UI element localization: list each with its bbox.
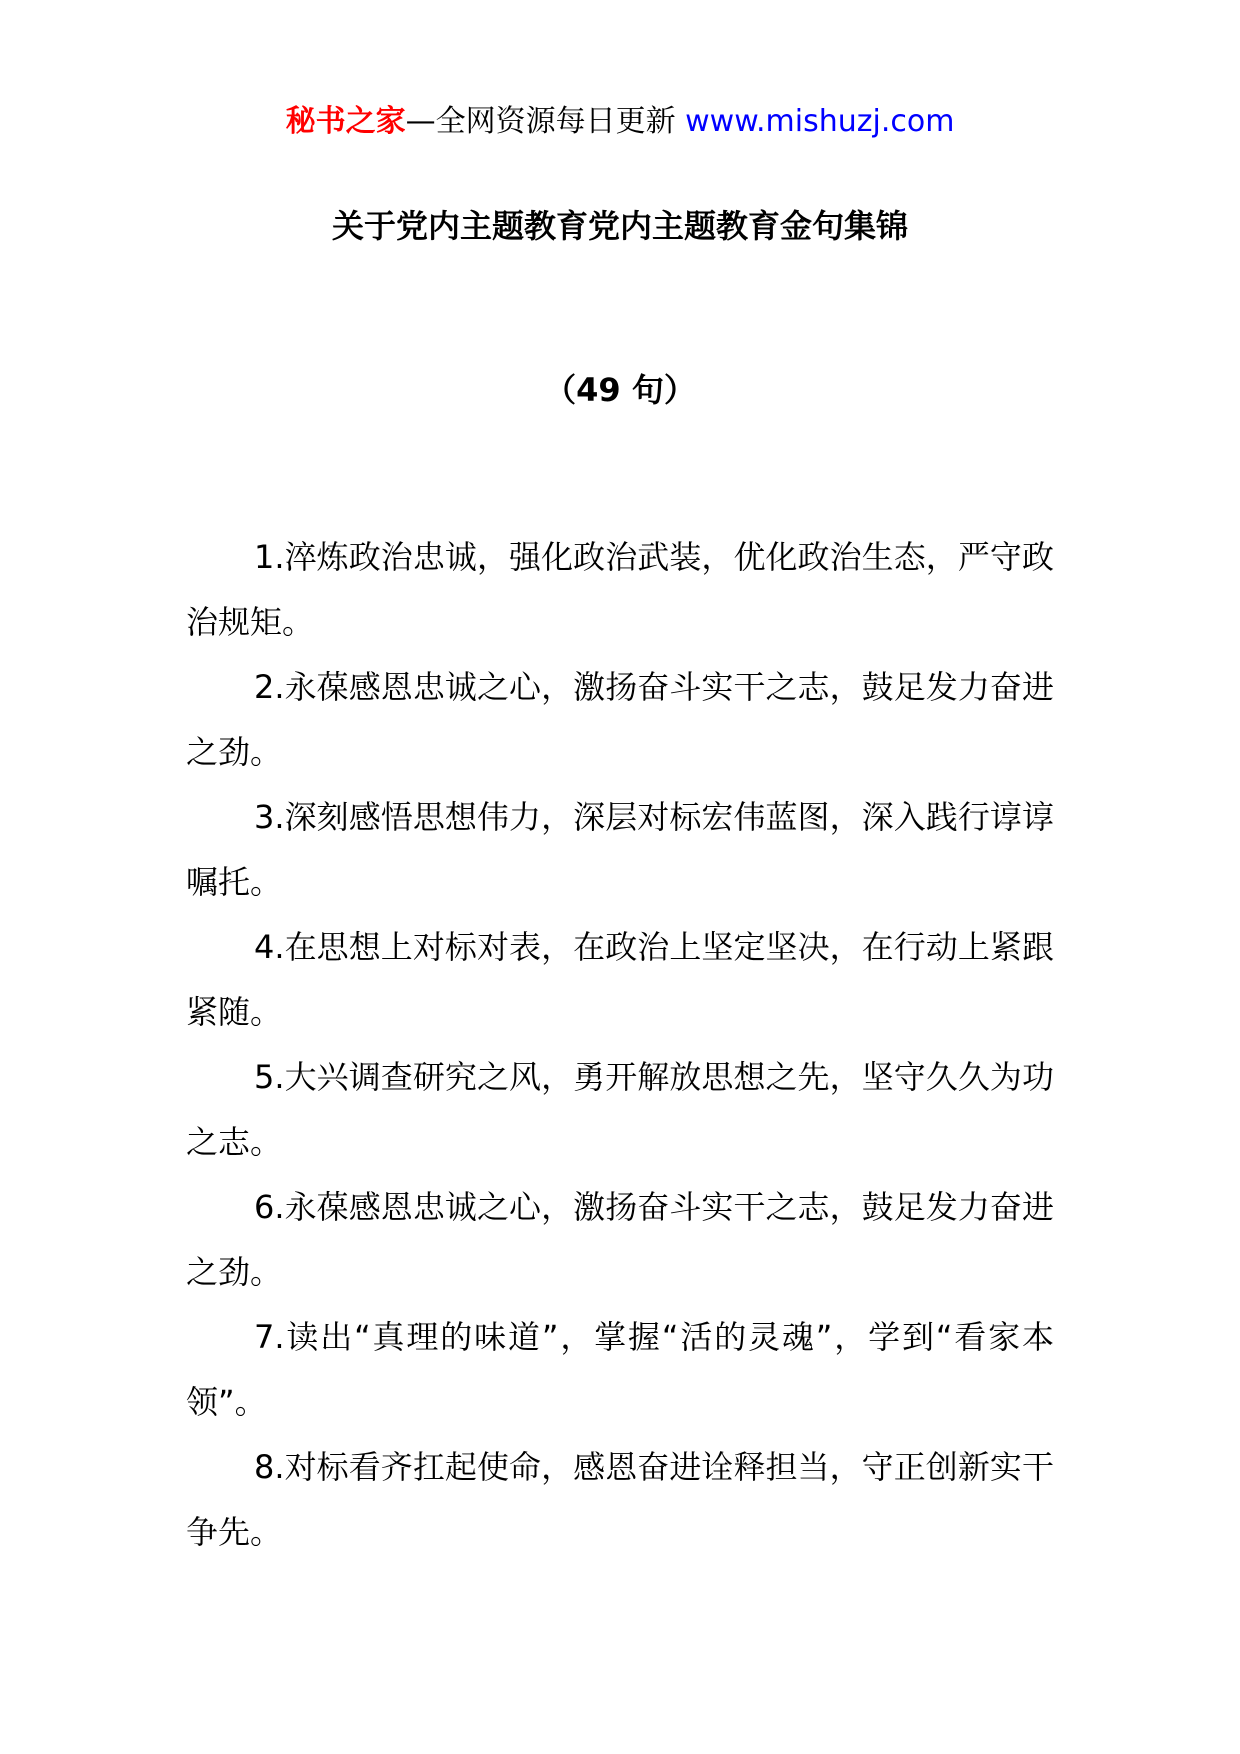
brand-name: 秘书之家 xyxy=(285,104,406,139)
quote-item: 5.大兴调查研究之风，勇开解放思想之先，坚守久久为功之志。 xyxy=(186,1058,1054,1161)
quote-item: 3.深刻感悟思想伟力，深层对标宏伟蓝图，深入践行谆谆嘱托。 xyxy=(186,798,1054,901)
quote-item: 7.读出“真理的味道”，掌握“活的灵魂”，学到“看家本领”。 xyxy=(186,1318,1054,1421)
site-header xyxy=(0,100,1240,144)
quote-item: 2.永葆感恩忠诚之心，激扬奋斗实干之志，鼓足发力奋进之劲。 xyxy=(186,668,1054,771)
quote-list xyxy=(186,525,1054,1565)
quote-item: 8.对标看齐扛起使命，感恩奋进诠释担当，守正创新实干争先。 xyxy=(186,1448,1054,1551)
document-subtitle: （49 句） xyxy=(544,371,696,409)
quote-item: 1.淬炼政治忠诚，强化政治武装，优化政治生态，严守政治规矩。 xyxy=(186,538,1054,641)
document-title: 关于党内主题教育党内主题教育金句集锦 xyxy=(331,207,908,245)
header-slogan: —全网资源每日更新 xyxy=(405,104,676,139)
site-url-link[interactable]: www.mishuzj.com xyxy=(685,104,955,139)
quote-item: 4.在思想上对标对表，在政治上坚定坚决，在行动上紧跟紧随。 xyxy=(186,928,1054,1031)
quote-item: 6.永葆感恩忠诚之心，激扬奋斗实干之志，鼓足发力奋进之劲。 xyxy=(186,1188,1054,1291)
